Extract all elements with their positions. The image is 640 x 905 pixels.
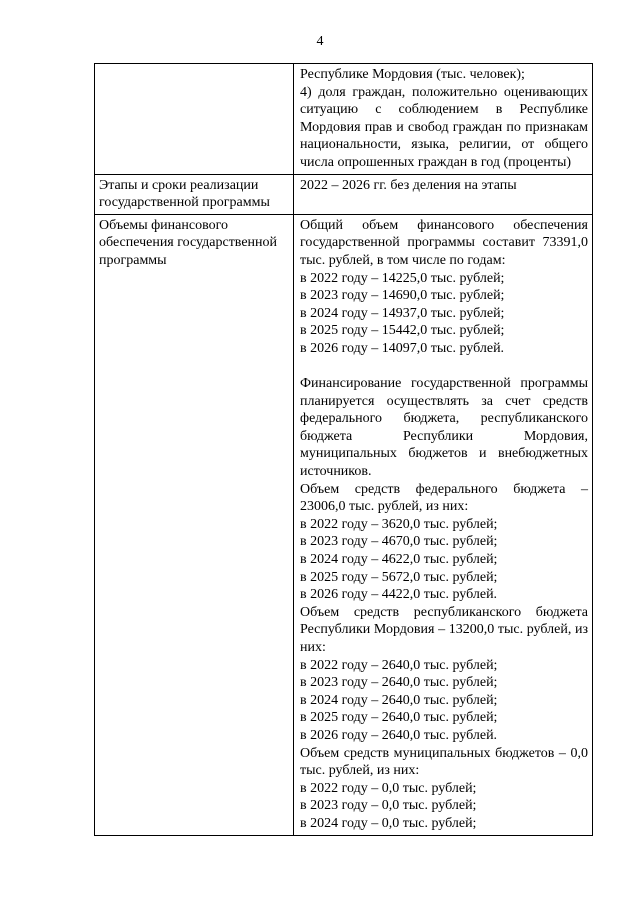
federal-years-list (300, 516, 588, 604)
municipal-year-line: в 2024 году – 0,0 тыс. рублей; (300, 815, 477, 831)
republic-year-line: в 2025 году – 2640,0 тыс. рублей; (300, 710, 498, 726)
republic-year-line: в 2022 году – 2640,0 тыс. рублей; (300, 657, 498, 673)
page-number: 4 (316, 34, 324, 49)
table-row-stages (95, 174, 593, 214)
total-year-line: в 2022 году – 14225,0 тыс. рублей; (300, 270, 505, 286)
indicator-4: 4) доля граждан, положительно оценивающих ситуацию с соблюдением в Республике Мордовия прав и свобод граждан по признакам национальности, языка, религии, от общего числа опрошенных граждан в год (проценты) (300, 84, 588, 170)
indicator-3-ending: Республике Мордовия (тыс. человек); (300, 67, 525, 82)
republic-year-line: в 2026 году – 2640,0 тыс. рублей. (300, 727, 498, 743)
federal-year-line: в 2026 году – 4422,0 тыс. рублей. (300, 587, 498, 603)
republic-year-line: в 2023 году – 2640,0 тыс. рублей; (300, 675, 498, 691)
program-passport-table (94, 63, 593, 836)
funding-cell (294, 214, 593, 835)
funding-label: Объемы финансового обеспечения государственной программы (95, 214, 294, 835)
funding-sources-text: Финансирование государственной программы планируется осуществлять за счет средств федерального бюджета, республиканского бюджета Республики Мордовия, муниципальных бюджетов и внебюджетных источников. (300, 376, 588, 480)
republic-year-line: в 2024 году – 2640,0 тыс. рублей; (300, 692, 498, 708)
row-label-empty (95, 64, 294, 175)
total-year-line: в 2025 году – 15442,0 тыс. рублей; (300, 323, 505, 339)
federal-year-line: в 2024 году – 4622,0 тыс. рублей; (300, 552, 498, 568)
total-year-line: в 2026 году – 14097,0 тыс. рублей. (300, 340, 505, 356)
federal-budget-intro: Объем средств федерального бюджета – 23006,0 тыс. рублей, из них: (300, 481, 588, 515)
republic-years-list (300, 657, 588, 745)
table-row-indicators (95, 64, 593, 175)
total-year-line: в 2024 году – 14937,0 тыс. рублей; (300, 305, 505, 321)
total-funding-intro: Общий объем финансового обеспечения государственной программы составит 73391,0 тыс. рублей, в том числе по годам: (300, 217, 588, 268)
federal-year-line: в 2023 году – 4670,0 тыс. рублей; (300, 534, 498, 550)
municipal-years-list (300, 780, 588, 833)
total-year-line: в 2023 году – 14690,0 тыс. рублей; (300, 288, 505, 304)
total-years-list (300, 270, 588, 358)
federal-year-line: в 2025 году – 5672,0 тыс. рублей; (300, 569, 498, 585)
paragraph-gap (300, 358, 588, 376)
municipal-budget-intro: Объем средств муниципальных бюджетов – 0,0 тыс. рублей, из них: (300, 745, 588, 779)
republic-budget-intro: Объем средств республиканского бюджета Республики Мордовия – 13200,0 тыс. рублей, из них: (300, 604, 588, 655)
federal-year-line: в 2022 году – 3620,0 тыс. рублей; (300, 516, 498, 532)
municipal-year-line: в 2022 году – 0,0 тыс. рублей; (300, 780, 477, 796)
table-row-funding (95, 214, 593, 835)
municipal-year-line: в 2023 году – 0,0 тыс. рублей; (300, 798, 477, 814)
indicators-cell (294, 64, 593, 175)
stages-value: 2022 – 2026 гг. без деления на этапы (294, 174, 593, 214)
stages-label: Этапы и сроки реализации государственной программы (95, 174, 294, 214)
